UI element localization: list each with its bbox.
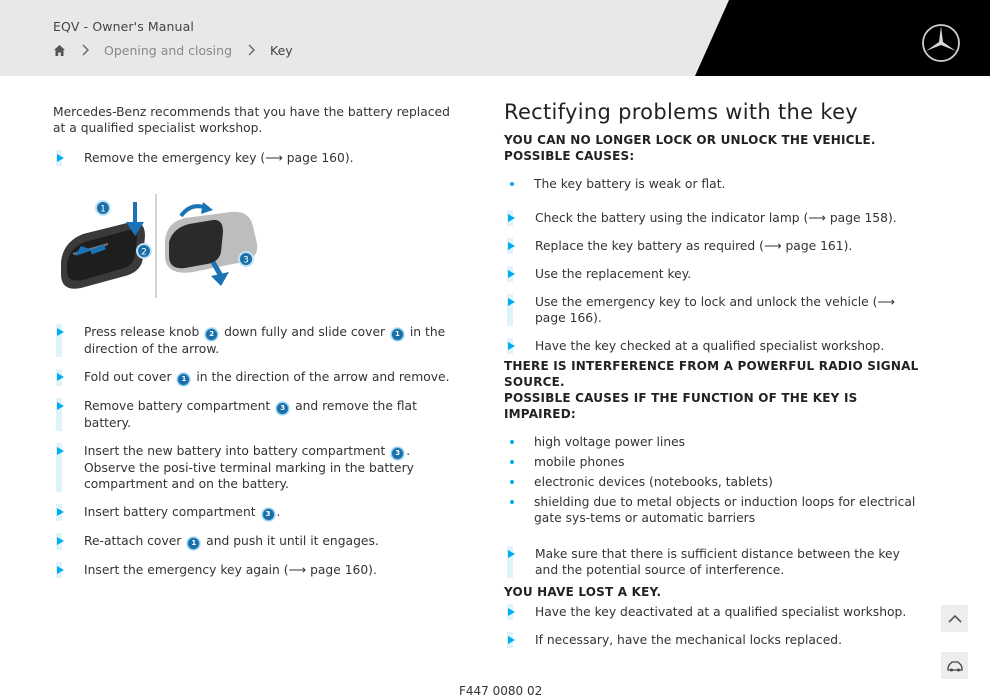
right-column	[504, 100, 924, 660]
step-remove-battery-compartment: Remove battery compartment 3 and remove the flat battery.	[53, 398, 463, 431]
step-use-replacement-key: Use the replacement key.	[504, 266, 924, 282]
key-battery-illustration	[53, 192, 263, 304]
step-arrow-icon	[57, 537, 64, 545]
breadcrumb-opening-and-closing[interactable]: Opening and closing	[104, 42, 233, 58]
badge-2: 2	[205, 328, 218, 341]
figure-label-1: 1	[100, 204, 106, 215]
left-column	[53, 104, 463, 590]
chevron-right-icon	[246, 43, 256, 57]
badge-3: 3	[262, 508, 275, 521]
section2-subheading: POSSIBLE CAUSES IF THE FUNCTION OF THE KEY IS IMPAIRED:	[504, 391, 858, 421]
step-arrow-icon	[508, 342, 515, 350]
step-arrow-icon	[57, 447, 64, 455]
section3-heading: YOU HAVE LOST A KEY.	[504, 585, 662, 599]
step-have-key-checked: Have the key checked at a qualified specialist workshop.	[504, 338, 924, 354]
step-arrow-icon	[508, 214, 515, 222]
breadcrumb	[53, 41, 293, 59]
step-insert-battery-compartment: Insert battery compartment 3 .	[53, 504, 463, 521]
step-arrow-icon	[57, 566, 64, 574]
step-replace-battery	[504, 238, 924, 254]
badge-1: 1	[177, 373, 190, 386]
step-arrow-icon	[57, 402, 64, 410]
step-insert-emergency-key	[53, 562, 463, 578]
step-use-emergency-key	[504, 294, 924, 326]
step-arrow-icon	[57, 508, 64, 516]
step-arrow-icon	[508, 636, 515, 644]
step-arrow-icon	[57, 154, 64, 162]
step-insert-new-battery: Insert the new battery into battery compartment 3 . Observe the posi-tive terminal marking in the battery compartment and on the battery.	[53, 443, 463, 492]
step-arrow-icon	[508, 608, 515, 616]
step-arrow-icon	[508, 242, 515, 250]
mercedes-star-icon[interactable]	[921, 23, 961, 63]
link-replace-battery[interactable]: Replace the key battery as required (⟶ page 161).	[535, 239, 853, 253]
step-press-release-knob: Press release knob 2 down fully and slide cover 1 in the direction of the arrow.	[53, 324, 463, 357]
vehicle-view-button[interactable]	[941, 652, 968, 679]
section1-heading: YOU CAN NO LONGER LOCK OR UNLOCK THE VEHICLE.	[504, 133, 876, 147]
list-item: electronic devices (notebooks, tablets)	[504, 474, 924, 490]
step-arrow-icon	[57, 373, 64, 381]
link-use-emergency-key[interactable]: Use the emergency key to lock and unlock the vehicle (⟶ page 166).	[535, 295, 896, 325]
step-arrow-icon	[57, 328, 64, 336]
step-arrow-icon	[508, 550, 515, 558]
page-title: Rectifying problems with the key	[504, 100, 859, 124]
figure-label-2: 2	[141, 247, 147, 258]
link-remove-emergency-key[interactable]: Remove the emergency key (⟶ page 160).	[84, 151, 354, 165]
link-check-battery[interactable]: Check the battery using the indicator lamp (⟶ page 158).	[535, 211, 897, 225]
step-arrow-icon	[508, 298, 515, 306]
step-check-battery	[504, 210, 924, 226]
section1-subheading: POSSIBLE CAUSES:	[504, 149, 635, 163]
step-reattach-cover: Re-attach cover 1 and push it until it engages.	[53, 533, 463, 550]
chevron-up-icon	[947, 614, 963, 624]
step-keep-distance: Make sure that there is sufficient distance between the key and the potential source of interference.	[504, 546, 924, 578]
link-insert-emergency-key[interactable]: Insert the emergency key again (⟶ page 160).	[84, 563, 377, 577]
step-remove-emergency-key	[53, 150, 463, 166]
badge-3: 3	[276, 402, 289, 415]
scroll-to-top-button[interactable]	[941, 605, 968, 632]
step-fold-out-cover: Fold out cover 1 in the direction of the arrow and remove.	[53, 369, 463, 386]
list-item: shielding due to metal objects or induction loops for electrical gate sys-tems or automatic barriers	[504, 494, 924, 526]
badge-1: 1	[187, 537, 200, 550]
home-icon[interactable]	[53, 44, 66, 57]
badge-1: 1	[391, 328, 404, 341]
step-replace-locks: If necessary, have the mechanical locks replaced.	[504, 632, 924, 648]
manual-title: EQV - Owner's Manual	[53, 19, 194, 34]
list-item: mobile phones	[504, 454, 924, 470]
badge-3: 3	[391, 447, 404, 460]
list-item: high voltage power lines	[504, 434, 924, 450]
figure-label-3: 3	[243, 255, 249, 266]
chevron-right-icon	[80, 43, 90, 57]
list-item: The key battery is weak or flat.	[504, 176, 924, 192]
step-deactivate-key: Have the key deactivated at a qualified specialist workshop.	[504, 604, 924, 620]
breadcrumb-current: Key	[270, 42, 293, 58]
step-arrow-icon	[508, 270, 515, 278]
section2-heading: THERE IS INTERFERENCE FROM A POWERFUL RADIO SIGNAL SOURCE.	[504, 359, 919, 389]
intro-text: Mercedes-Benz recommends that you have the battery replaced at a qualified specialist workshop.	[53, 105, 450, 135]
image-code: F447 0080 02	[459, 684, 543, 698]
car-icon	[947, 660, 963, 672]
